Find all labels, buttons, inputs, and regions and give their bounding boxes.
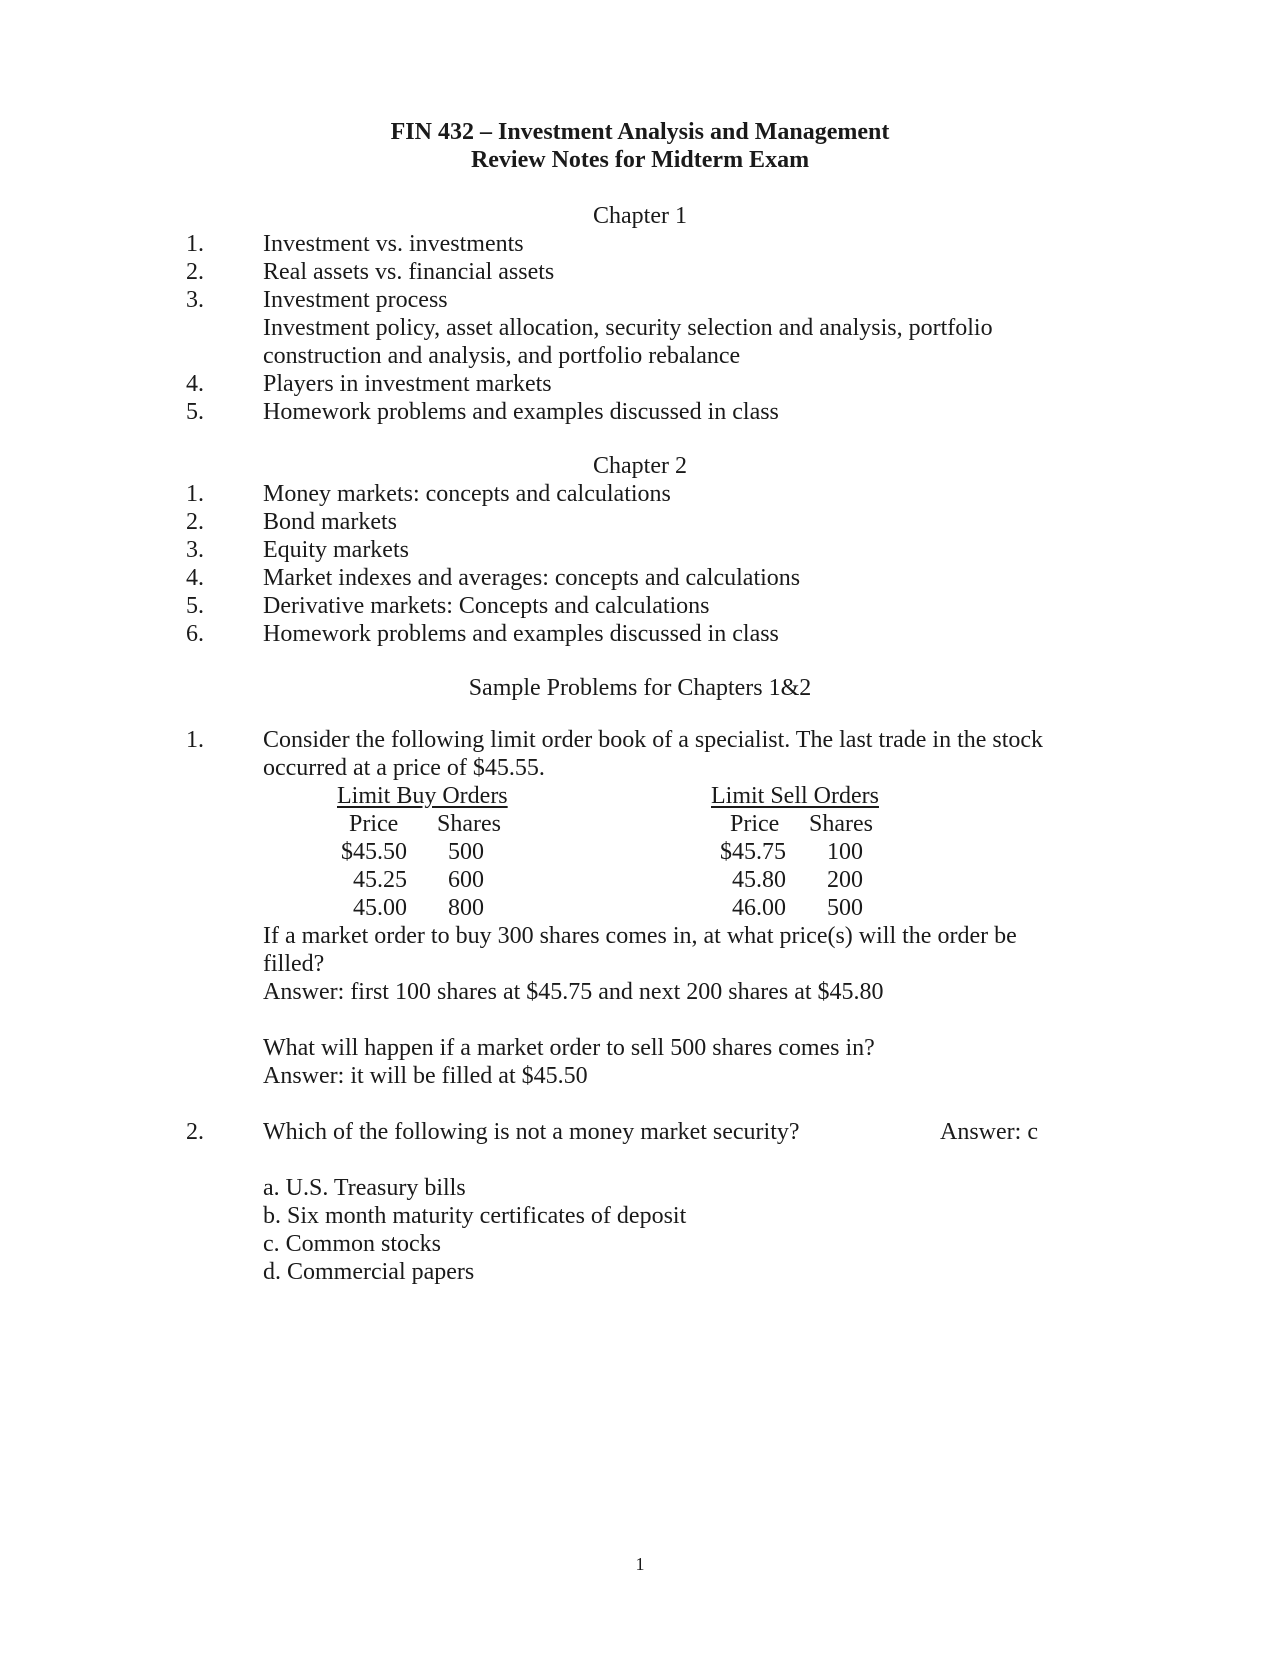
list-number: 4. [186, 371, 204, 397]
list-item-detail: Investment policy, asset allocation, security selection and analysis, portfolio [263, 315, 993, 341]
list-number: 5. [186, 399, 204, 425]
option-item: c. Common stocks [263, 1231, 441, 1257]
list-number: 4. [186, 565, 204, 591]
sell-orders-title: Limit Sell Orders [711, 783, 879, 809]
sell-price-cell: 46.00 [732, 895, 786, 921]
list-number: 3. [186, 537, 204, 563]
option-item: d. Commercial papers [263, 1259, 475, 1285]
list-item: Investment process [263, 287, 448, 313]
list-item: Derivative markets: Concepts and calculations [263, 593, 710, 619]
problem-number: 1. [186, 727, 204, 753]
list-number: 2. [186, 509, 204, 535]
list-item: Market indexes and averages: concepts and calculations [263, 565, 801, 591]
option-item: a. U.S. Treasury bills [263, 1175, 466, 1201]
list-item: Investment vs. investments [263, 231, 524, 257]
list-number: 2. [186, 259, 204, 285]
sell-shares-cell: 100 [827, 839, 863, 865]
sell-price-cell: $45.75 [720, 839, 786, 865]
list-number: 5. [186, 593, 204, 619]
sample-problems-heading: Sample Problems for Chapters 1&2 [468, 675, 812, 701]
sell-price-header: Price [730, 811, 780, 837]
list-item-detail: construction and analysis, and portfolio rebalance [263, 343, 741, 369]
doc-title: FIN 432 – Investment Analysis and Management [390, 119, 890, 145]
answer-text: Answer: c [940, 1119, 1038, 1145]
doc-subtitle: Review Notes for Midterm Exam [470, 147, 810, 173]
buy-shares-cell: 800 [448, 895, 484, 921]
list-number: 1. [186, 481, 204, 507]
buy-shares-cell: 500 [448, 839, 484, 865]
question-text: filled? [263, 951, 325, 977]
answer-text: Answer: first 100 shares at $45.75 and next 200 shares at $45.80 [263, 979, 884, 1005]
chapter1-heading: Chapter 1 [593, 203, 687, 229]
problem-number: 2. [186, 1119, 204, 1145]
chapter2-heading: Chapter 2 [593, 453, 687, 479]
buy-price-cell: 45.00 [353, 895, 407, 921]
buy-orders-title: Limit Buy Orders [337, 783, 508, 809]
buy-price-cell: $45.50 [341, 839, 407, 865]
list-item: Equity markets [263, 537, 409, 563]
question-text: Which of the following is not a money market security? [263, 1119, 800, 1145]
page-number: 1 [635, 1554, 645, 1574]
list-item: Real assets vs. financial assets [263, 259, 555, 285]
problem-text: Consider the following limit order book of a specialist. The last trade in the stock [263, 727, 1044, 753]
list-item: Bond markets [263, 509, 397, 535]
list-number: 6. [186, 621, 204, 647]
sell-shares-cell: 200 [827, 867, 863, 893]
list-item: Players in investment markets [263, 371, 552, 397]
sell-price-cell: 45.80 [732, 867, 786, 893]
list-number: 1. [186, 231, 204, 257]
buy-price-header: Price [349, 811, 399, 837]
option-item: b. Six month maturity certificates of deposit [263, 1203, 687, 1229]
sell-shares-cell: 500 [827, 895, 863, 921]
problem-text: occurred at a price of $45.55. [263, 755, 545, 781]
sell-shares-header: Shares [809, 811, 873, 837]
question-text: If a market order to buy 300 shares comes in, at what price(s) will the order be [263, 923, 1017, 949]
question-text: What will happen if a market order to sell 500 shares comes in? [263, 1035, 875, 1061]
list-number: 3. [186, 287, 204, 313]
buy-price-cell: 45.25 [353, 867, 407, 893]
list-item: Money markets: concepts and calculations [263, 481, 671, 507]
list-item: Homework problems and examples discussed in class [263, 621, 779, 647]
buy-shares-cell: 600 [448, 867, 484, 893]
buy-shares-header: Shares [437, 811, 501, 837]
answer-text: Answer: it will be filled at $45.50 [263, 1063, 588, 1089]
list-item: Homework problems and examples discussed in class [263, 399, 779, 425]
